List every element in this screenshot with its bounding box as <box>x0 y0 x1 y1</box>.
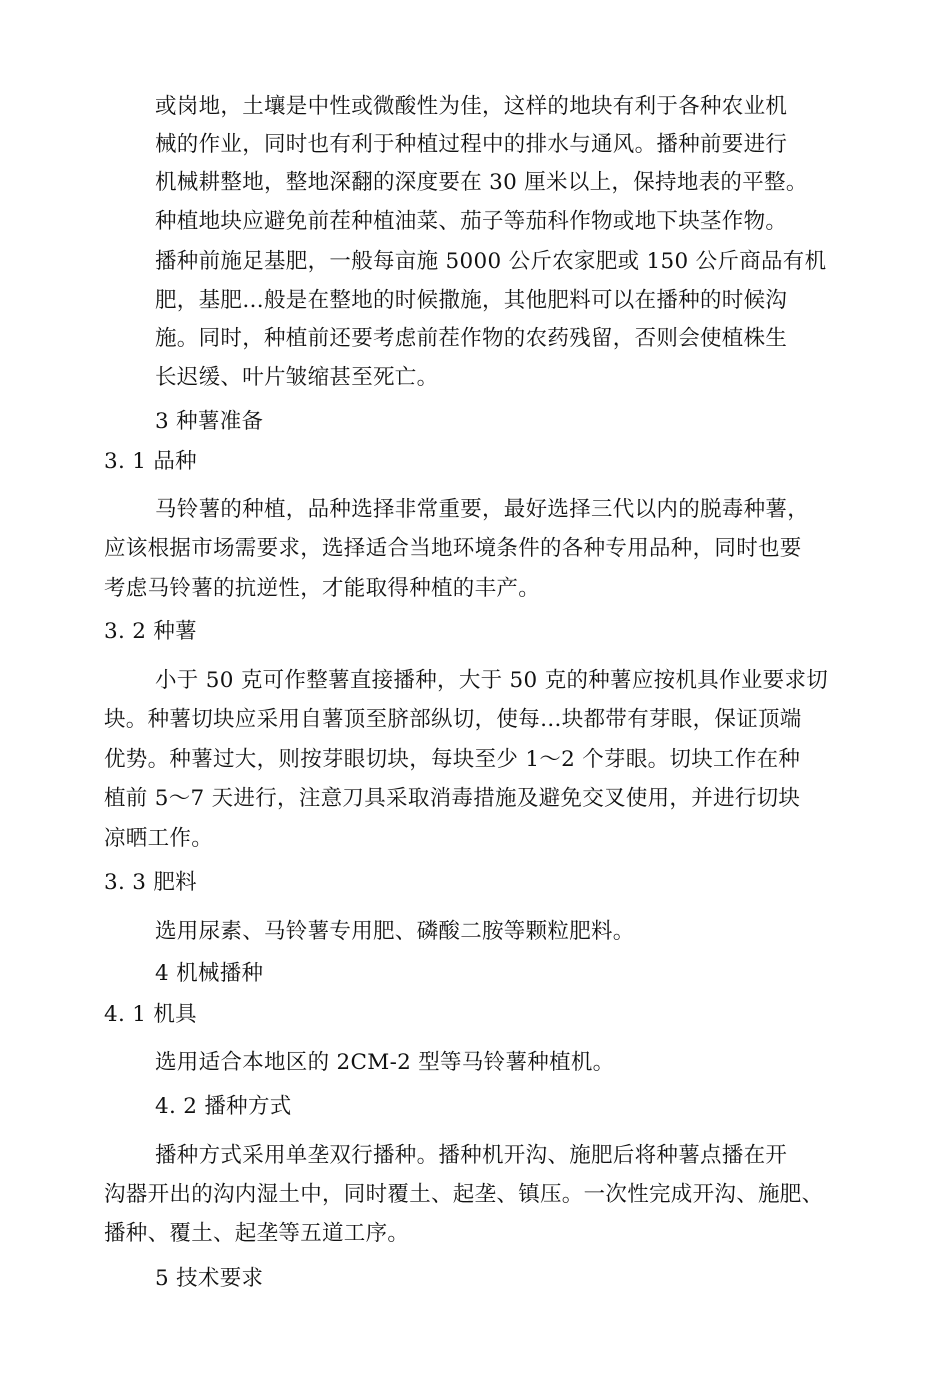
paragraph-line: 播种方式采用单垄双行播种。播种机开沟、施肥后将种薯点播在开 <box>155 1143 788 1168</box>
subsection-heading: 3. 3 肥料 <box>104 870 197 895</box>
paragraph-line: 播种、覆土、起垄等五道工序。 <box>104 1221 410 1246</box>
paragraph-line: 考虑马铃薯的抗逆性，才能取得种植的丰产。 <box>104 576 541 601</box>
subsection-heading: 3. 1 品种 <box>104 449 197 474</box>
paragraph-line: 块。种薯切块应采用自薯顶至脐部纵切，使每…块都带有芽眼，保证顶端 <box>104 707 802 732</box>
paragraph-line: 机械耕整地，整地深翻的深度要在 30 厘米以上，保持地表的平整。 <box>155 170 808 195</box>
section-heading: 5 技术要求 <box>155 1266 264 1291</box>
section-heading: 4 机械播种 <box>155 961 264 986</box>
paragraph-line: 械的作业，同时也有利于种植过程中的排水与通风。播种前要进行 <box>155 132 788 157</box>
paragraph-line: 施。同时，种植前还要考虑前茬作物的农药残留，否则会使植株生 <box>155 326 788 351</box>
paragraph-line: 种植地块应避免前茬种植油菜、茄子等茄科作物或地下块茎作物。 <box>155 209 788 234</box>
paragraph-line: 沟器开出的沟内湿土中，同时覆土、起垄、镇压。一次性完成开沟、施肥、 <box>104 1182 824 1207</box>
paragraph-line: 凉晒工作。 <box>104 826 214 851</box>
paragraph-line: 选用尿素、马铃薯专用肥、磷酸二胺等颗粒肥料。 <box>155 919 635 944</box>
paragraph-line: 选用适合本地区的 2CM-2 型等马铃薯种植机。 <box>155 1050 615 1075</box>
subsection-heading: 4. 1 机具 <box>104 1002 197 1027</box>
paragraph-line: 应该根据市场需要求，选择适合当地环境条件的各种专用品种，同时也要 <box>104 536 802 561</box>
section-heading: 3 种薯准备 <box>155 409 264 434</box>
paragraph-line: 或岗地，土壤是中性或微酸性为佳，这样的地块有利于各种农业机 <box>155 94 788 119</box>
paragraph-line: 播种前施足基肥，一般每亩施 5000 公斤农家肥或 150 公斤商品有机 <box>155 249 827 274</box>
paragraph-line: 优势。种薯过大，则按芽眼切块，每块至少 1〜2 个芽眼。切块工作在种 <box>104 747 801 772</box>
subsection-heading: 4. 2 播种方式 <box>155 1094 292 1119</box>
subsection-heading: 3. 2 种薯 <box>104 619 197 644</box>
paragraph-line: 肥，基肥…般是在整地的时候撒施，其他肥料可以在播种的时候沟 <box>155 288 788 313</box>
paragraph-line: 长迟缓、叶片皱缩甚至死亡。 <box>155 365 439 390</box>
paragraph-line: 马铃薯的种植，品种选择非常重要，最好选择三代以内的脱毒种薯， <box>155 497 810 522</box>
paragraph-line: 植前 5〜7 天进行，注意刀具采取消毒措施及避免交叉使用，并进行切块 <box>104 786 801 811</box>
paragraph-line: 小于 50 克可作整薯直接播种，大于 50 克的种薯应按机具作业要求切 <box>155 668 829 693</box>
